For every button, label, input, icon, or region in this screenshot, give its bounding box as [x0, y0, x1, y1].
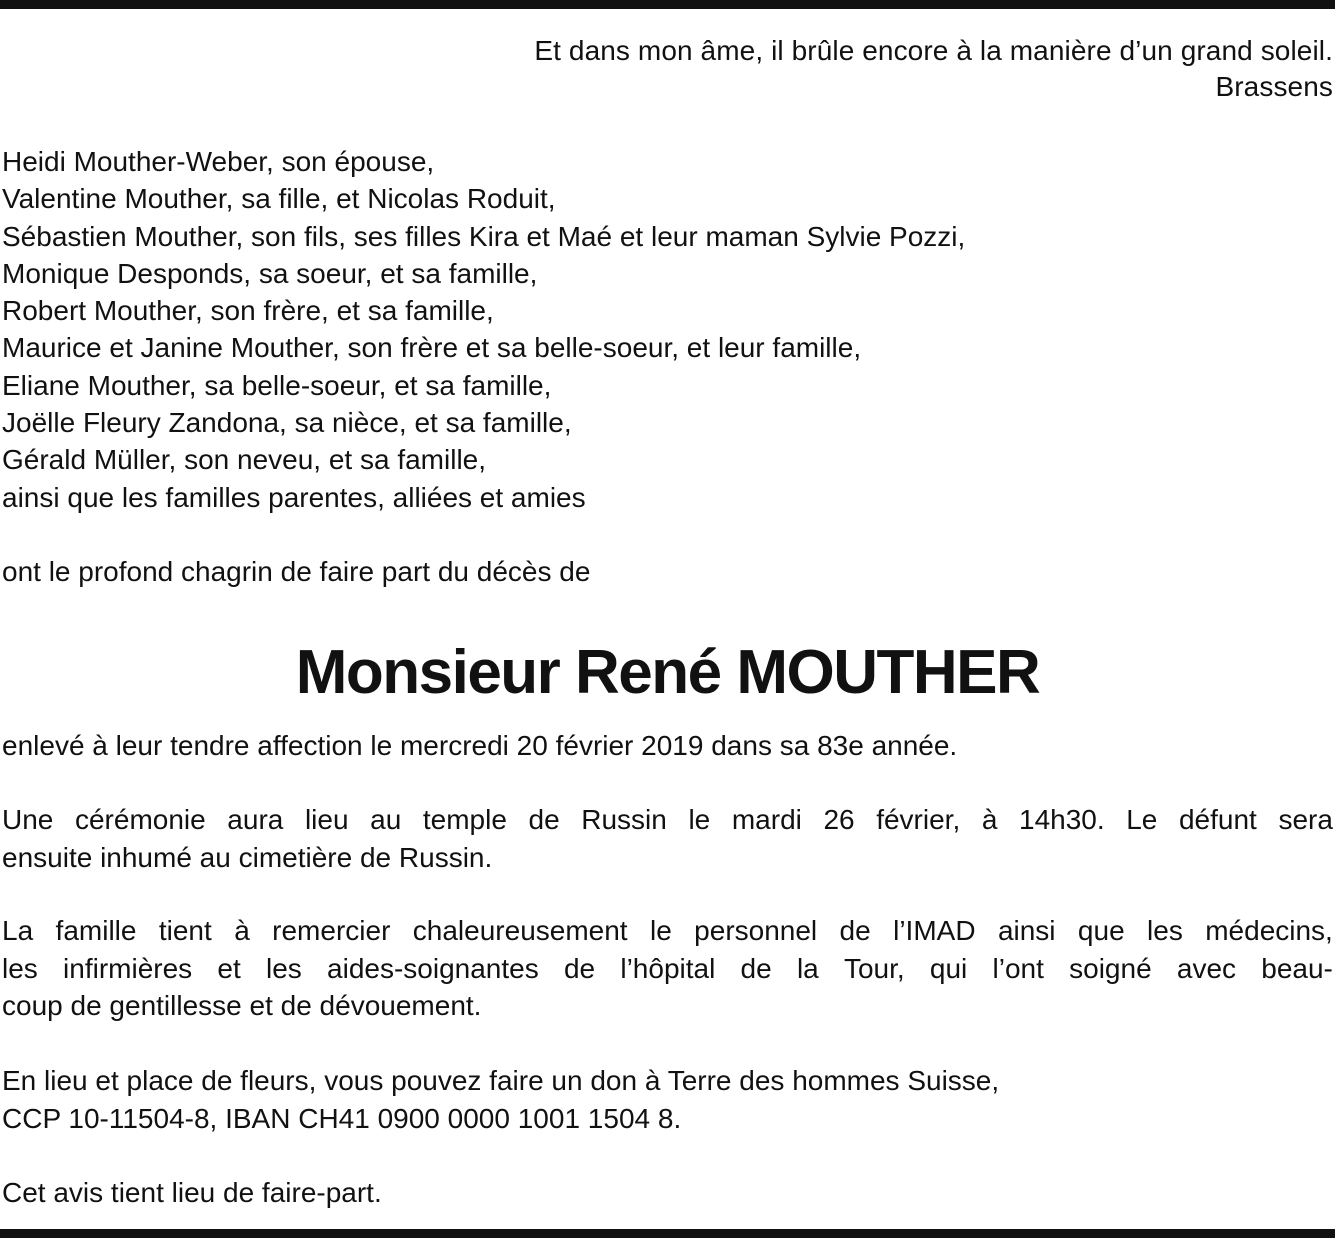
death-line: enlevé à leur tendre affection le mercredi 20 février 2019 dans sa 83e année.: [2, 730, 958, 761]
family-member: Eliane Mouther, sa belle-soeur, et sa famille,: [2, 369, 552, 401]
word: Le: [1126, 804, 1158, 835]
deceased-name: Monsieur René MOUTHER: [295, 638, 1040, 707]
word: cérémonie: [74, 804, 206, 835]
donation-line-2: CCP 10-11504-8, IBAN CH41 0900 0000 1001 1504 8.: [2, 1102, 682, 1134]
word: beau-: [1261, 952, 1333, 984]
family-list: [2, 143, 965, 516]
announcement: ont le profond chagrin de faire part du décès de: [2, 556, 591, 587]
word: l’ont: [992, 952, 1044, 984]
epigraph: [534, 33, 1333, 105]
family-member: Maurice et Janine Mouther, son frère et sa belle-soeur, et leur famille,: [2, 332, 862, 364]
bottom-rule: [0, 1229, 1335, 1238]
word: La: [2, 915, 34, 946]
ceremony-line-2: ensuite inhumé au cimetière de Russin.: [2, 841, 493, 873]
epigraph-quote: Et dans mon âme, il brûle encore à la manière d’un grand soleil.: [534, 35, 1333, 66]
family-member: Sébastien Mouther, son fils, ses filles Kira et Maé et leur maman Sylvie Pozzi,: [2, 220, 966, 252]
family-member: Gérald Müller, son neveu, et sa famille,: [2, 444, 487, 476]
epigraph-author: Brassens: [1215, 71, 1333, 102]
word: temple: [422, 804, 507, 835]
word: Tour,: [843, 952, 905, 984]
notice-line: Cet avis tient lieu de faire-part.: [2, 1177, 382, 1208]
thanks-paragraph: [2, 912, 1333, 1025]
word: les: [2, 952, 38, 984]
family-member: Heidi Mouther-Weber, son épouse,: [2, 146, 435, 177]
word: à: [981, 804, 998, 835]
word: remercier: [272, 915, 391, 946]
word: 14h30.: [1019, 804, 1105, 835]
death-paragraph: [2, 727, 1333, 765]
word: que: [1077, 915, 1125, 946]
word: soigné: [1069, 952, 1152, 984]
word: de: [839, 915, 871, 946]
word: les: [266, 952, 302, 984]
donation-paragraph: [2, 1062, 1333, 1137]
word: infirmières: [63, 952, 193, 984]
thanks-line-1: [2, 912, 1333, 950]
top-rule: [0, 0, 1335, 9]
word: l’IMAD: [893, 915, 976, 946]
word: médecins,: [1205, 915, 1333, 946]
family-member: Robert Mouther, son frère, et sa famille,: [2, 295, 494, 327]
word: et: [217, 952, 241, 984]
donation-line-1: En lieu et place de fleurs, vous pouvez faire un don à Terre des hommes Suisse,: [2, 1065, 1000, 1096]
word: la: [796, 952, 819, 984]
word: Russin: [581, 804, 667, 835]
word: de: [740, 952, 772, 984]
ceremony-line-1: [2, 801, 1333, 839]
word: lieu: [304, 804, 349, 835]
word: mardi: [731, 804, 802, 835]
notice-paragraph: [2, 1174, 1333, 1212]
word: défunt: [1178, 804, 1257, 835]
word: famille: [55, 915, 137, 946]
word: ainsi: [997, 915, 1056, 946]
word: personnel: [694, 915, 818, 946]
word: février,: [876, 804, 961, 835]
word: au: [370, 804, 402, 835]
word: les: [1147, 915, 1183, 946]
word: aura: [227, 804, 284, 835]
thanks-line-2: [2, 950, 1333, 988]
word: tient: [158, 915, 212, 946]
family-member: Valentine Mouther, sa fille, et Nicolas Roduit,: [2, 183, 556, 215]
word: l’hôpital: [620, 952, 716, 984]
word: qui: [929, 952, 968, 984]
word: le: [688, 804, 711, 835]
ceremony-paragraph: [2, 801, 1333, 876]
word: sera: [1278, 804, 1333, 835]
thanks-line-3: coup de gentillesse et de dévouement.: [2, 990, 482, 1021]
word: à: [234, 915, 250, 946]
word: Une: [2, 804, 54, 835]
word: aides-soignantes: [327, 952, 539, 984]
family-member: Monique Desponds, sa soeur, et sa famille,: [2, 257, 538, 289]
word: 26: [823, 804, 855, 835]
word: avec: [1176, 952, 1237, 984]
word: de: [563, 952, 596, 984]
word: de: [528, 804, 560, 835]
word: chaleureusement: [412, 915, 628, 946]
family-member: ainsi que les familles parentes, alliées et amies: [2, 481, 586, 513]
family-member: Joëlle Fleury Zandona, sa nièce, et sa famille,: [2, 407, 572, 439]
word: le: [649, 915, 672, 946]
